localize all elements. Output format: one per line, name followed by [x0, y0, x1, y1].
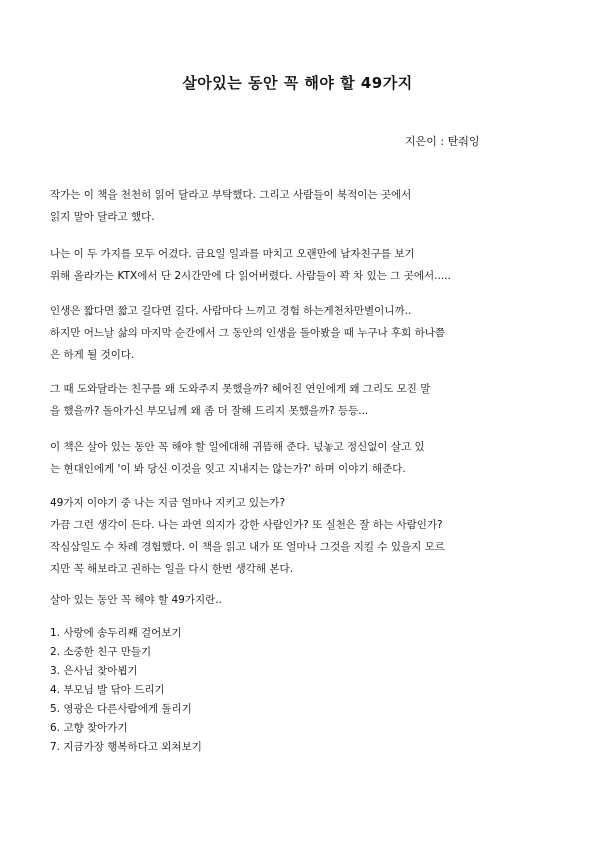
list-item: 3. 은사님 찾아뵙기: [50, 665, 138, 677]
paragraph-5: [50, 436, 550, 480]
paragraph-line: 읽지 말아 달라고 했다.: [50, 211, 155, 223]
paragraph-line: 위해 올라가는 KTX에서 단 2시간만에 다 읽어버렸다. 사람들이 꽉 차 있는 그 곳에서.....: [50, 270, 451, 282]
paragraph-line: 은 하게 될 것이다.: [50, 349, 135, 361]
paragraph-line: 살아 있는 동안 꼭 해야 할 49가지란..: [50, 594, 222, 606]
paragraph-line: 을 했을까? 돌아가신 부모님께 왜 좀 더 잘해 드리지 못했을까? 등등...: [50, 405, 369, 417]
paragraph-line: 그 때 도와달라는 친구를 왜 도와주지 못했을까? 헤어진 연인에게 왜 그리도 모진 말: [50, 383, 431, 395]
paragraph-3: [50, 300, 550, 366]
paragraph-2: [50, 243, 550, 287]
list-item: 5. 영광은 다른사람에게 돌리기: [50, 703, 192, 715]
paragraph-line: 작가는 이 책을 천천히 읽어 달라고 부탁했다. 그리고 사람들이 북적이는 곳에서: [50, 189, 412, 201]
paragraph-line: 인생은 짧다면 짧고 길다면 길다. 사람마다 느끼고 경험 하는게천차만별이니까..: [50, 305, 412, 317]
paragraph-6: [50, 492, 550, 580]
list-intro: [50, 589, 550, 611]
paragraph-line: 는 현대인에게 '이 봐 당신 이것을 잊고 지내지는 않는가?' 하며 이야기 해준다.: [50, 463, 406, 475]
list-item: 7. 지금가장 행복하다고 외쳐보기: [50, 741, 202, 753]
paragraph-line: 49가지 이야기 중 나는 지금 얼마나 지키고 있는가?: [50, 497, 286, 509]
numbered-list: [50, 624, 202, 757]
paragraph-line: 나는 이 두 가지를 모두 어겼다. 금요일 일과를 마치고 오랜만에 남자친구를 보기: [50, 248, 415, 260]
paragraph-line: 이 책은 살아 있는 동안 꼭 해야 할 일에대해 귀뜸해 준다. 넋놓고 정신없이 살고 있: [50, 441, 425, 453]
document-title: 살아있는 동안 꼭 해야 할 49가지: [182, 74, 413, 92]
paragraph-line: 작심삼일도 수 차례 경험했다. 이 책을 읽고 내가 또 얼마나 그것을 지킬 수 있을지 모르: [50, 541, 445, 553]
paragraph-line: 하지만 어느날 삶의 마지막 순간에서 그 동안의 인생을 돌아봤을 때 누구나 후회 하나쯤: [50, 327, 446, 339]
author-line: 지은이 : 탄줘잉: [405, 135, 480, 148]
list-item: 1. 사랑에 송두리째 걸어보기: [50, 627, 182, 639]
paragraph-line: 가끔 그런 생각이 든다. 나는 과연 의지가 강한 사람인가? 또 실천은 잘 하는 사람인가?: [50, 519, 443, 531]
paragraph-4: [50, 378, 550, 422]
list-item: 6. 고향 찾아가기: [50, 722, 128, 734]
paragraph-line: 지만 꼭 해보라고 권하는 일을 다시 한번 생각해 본다.: [50, 563, 294, 575]
list-item: 2. 소중한 친구 만들기: [50, 646, 152, 658]
paragraph-1: [50, 184, 550, 228]
list-item: 4. 부모님 발 닦아 드리기: [50, 684, 165, 696]
